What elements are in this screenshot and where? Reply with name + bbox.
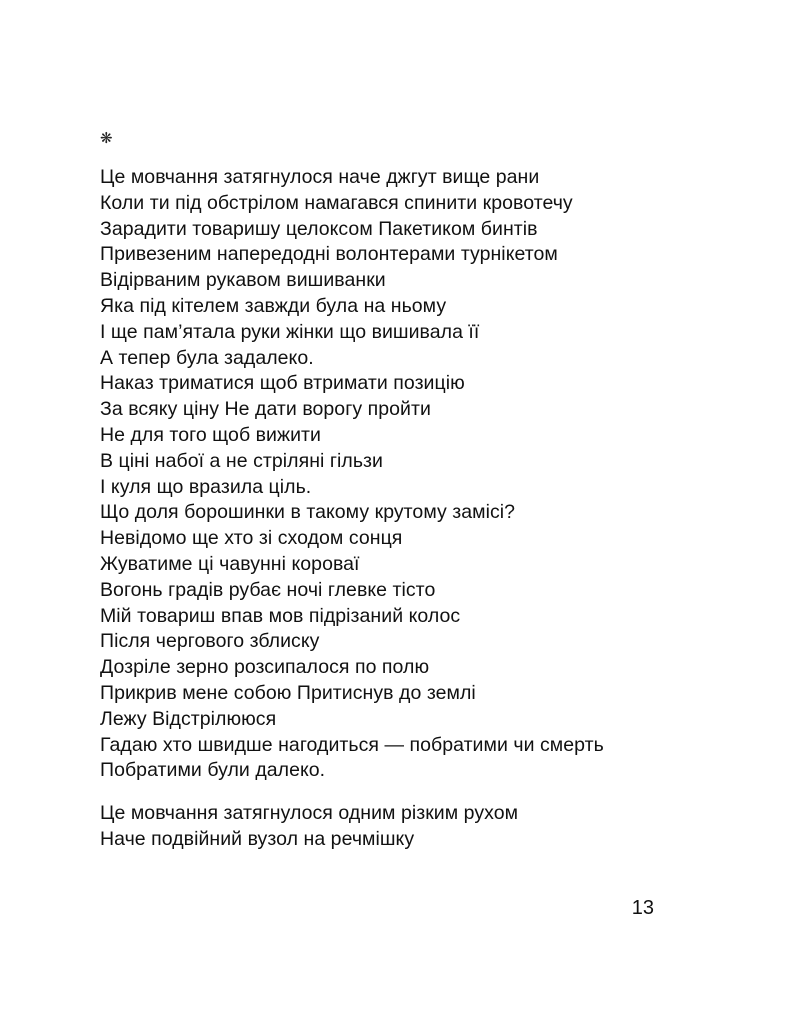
poem-line: Гадаю хто швидше нагодиться — побратими чи смерть	[100, 733, 604, 756]
poem-line: Зарадити товаришу целоксом Пакетиком бинтів	[100, 217, 538, 240]
stanza-2	[100, 801, 518, 853]
poem-line: Яка під кітелем завжди була на ньому	[100, 294, 447, 317]
poem-line: Це мовчання затягнулося наче джгут вище рани	[100, 166, 540, 188]
poem-line: Це мовчання затягнулося одним різким рухом	[100, 802, 519, 824]
page-number: 13	[631, 897, 654, 919]
poem-line: Вогонь градів рубає ночі глевке тісто	[100, 578, 436, 601]
poem-line: Наказ триматися щоб втримати позицію	[100, 372, 465, 395]
poem-line: Відірваним рукавом вишиванки	[100, 269, 386, 292]
poem-line: Привезеним напередодні волонтерами турнікетом	[100, 243, 558, 266]
poem-line: За всяку ціну Не дати ворогу пройти	[100, 398, 431, 421]
poem-line: Що доля борошинки в такому крутому замісі?	[100, 501, 516, 524]
poem-line: І ще пам’ятала руки жінки що вишивала її	[100, 320, 480, 343]
poem-line: Жуватиме ці чавунні короваї	[100, 552, 360, 575]
poem-line: Не для того щоб вижити	[100, 423, 321, 446]
poem-line: В ціні набої а не стріляні гільзи	[100, 449, 383, 472]
poem-line: І куля що вразила ціль.	[100, 475, 312, 498]
poem-line: Побратими були далеко.	[100, 759, 326, 782]
poem-line: Мій товариш впав мов підрізаний колос	[100, 604, 461, 627]
poem-line: Дозріле зерно розсипалося по полю	[100, 656, 430, 679]
poem-line: Коли ти під обстрілом намагався спинити кровотечу	[100, 191, 573, 214]
poem-line: Після чергового зблиску	[100, 630, 320, 653]
poem-line: Лежу Відстрілююся	[100, 707, 277, 730]
poem-line: Прикрив мене собою Притиснув до землі	[100, 681, 476, 704]
stanza-1	[100, 165, 604, 784]
poem-line: Невідомо ще хто зі сходом сонця	[100, 527, 403, 550]
section-ornament: ❋	[100, 129, 113, 147]
poem-line: А тепер була задалеко.	[100, 346, 314, 369]
poem-line: Наче подвійний вузол на речмішку	[100, 827, 415, 850]
